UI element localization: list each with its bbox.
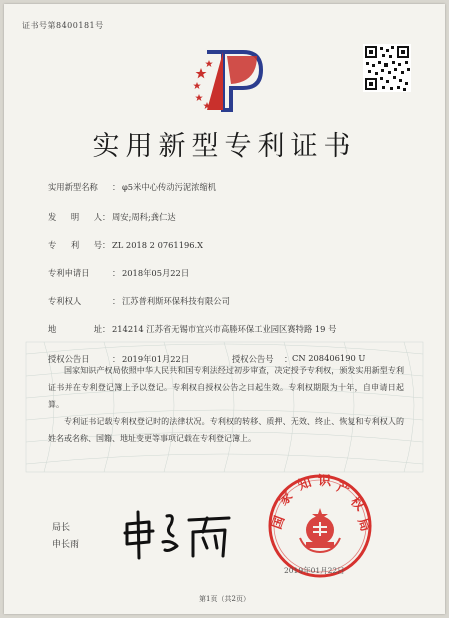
seal-date: 2019年01月22日 [284,566,345,575]
field-colon: ： [102,324,111,334]
certificate-title: 实用新型专利证书 [92,131,357,162]
cnipa-logo-icon [187,38,273,120]
certificate-number: 证书号第8400181号 [22,21,104,30]
patent-certificate [4,4,445,614]
field-colon: ： [112,182,121,192]
field-address [48,323,408,335]
official-seal-icon [266,472,374,580]
svg-text:知: 知 [296,475,314,494]
field-patent-number [48,239,408,251]
field-utility-model-name [48,181,408,193]
field-colon: ： [112,296,121,306]
field-value: 2018年05月22日 [122,268,190,278]
field-label: 专利申请日 [48,268,90,278]
field-label: 授权公告日 [48,354,90,364]
field-label: 发 明 人 [48,212,102,222]
field-colon: ： [112,354,121,364]
page-number: 第1页（共2页） [199,595,250,603]
statement-paragraph-2: 专利证书记载专利权登记时的法律状况。专利权的转移、质押、无效、终止、恢复和专利权人的姓名或名称、国籍、地址变更等事项记载在专利登记簿上。 [48,417,404,443]
qr-code-icon [363,44,411,92]
field-value: 214214 江苏省无锡市宜兴市高塍环保工业园区赛特路 19 号 [112,324,337,334]
field-value: φ5米中心传动污泥浓缩机 [122,182,217,192]
field-label: 地 址 [48,324,102,334]
field-value-grant-no: CN 208406190 U [292,353,366,363]
field-colon: ： [112,268,121,278]
svg-text:识: 识 [318,474,332,489]
field-value: 2019年01月22日 [122,354,190,364]
chief-name: 申长雨 [52,540,80,550]
field-colon: ： [102,240,111,250]
field-label-grant-no: 授权公告号 [232,354,274,364]
field-value: 周安;周科;龚仁达 [112,212,176,222]
svg-text:产: 产 [334,479,352,499]
field-label: 专利权人 [48,296,82,306]
svg-text:国: 国 [269,514,289,532]
field-label: 专 利 号 [48,240,102,250]
field-label: 实用新型名称 [48,182,98,192]
field-value: 江苏普利斯环保科技有限公司 [122,296,230,306]
svg-text:权: 权 [347,494,367,515]
field-colon: ： [102,212,111,222]
statement-paragraph-1: 国家知识产权局依照中华人民共和国专利法经过初步审查，决定授予专利权，颁发实用新型专利证书并在专利登记簿上予以登记。专利权自授权公告之日起生效。专利权期限为十年，自申请日起算。 [48,366,404,409]
svg-text:局: 局 [354,516,373,534]
chief-title: 局长 [52,523,71,533]
field-value: ZL 2018 2 0761196.X [112,240,204,250]
field-filing-date [48,267,408,279]
svg-text:家: 家 [276,489,297,509]
field-colon: ： [284,354,293,364]
field-patentee [48,295,408,307]
field-inventor [48,211,408,223]
handwritten-signature-icon [119,506,239,564]
